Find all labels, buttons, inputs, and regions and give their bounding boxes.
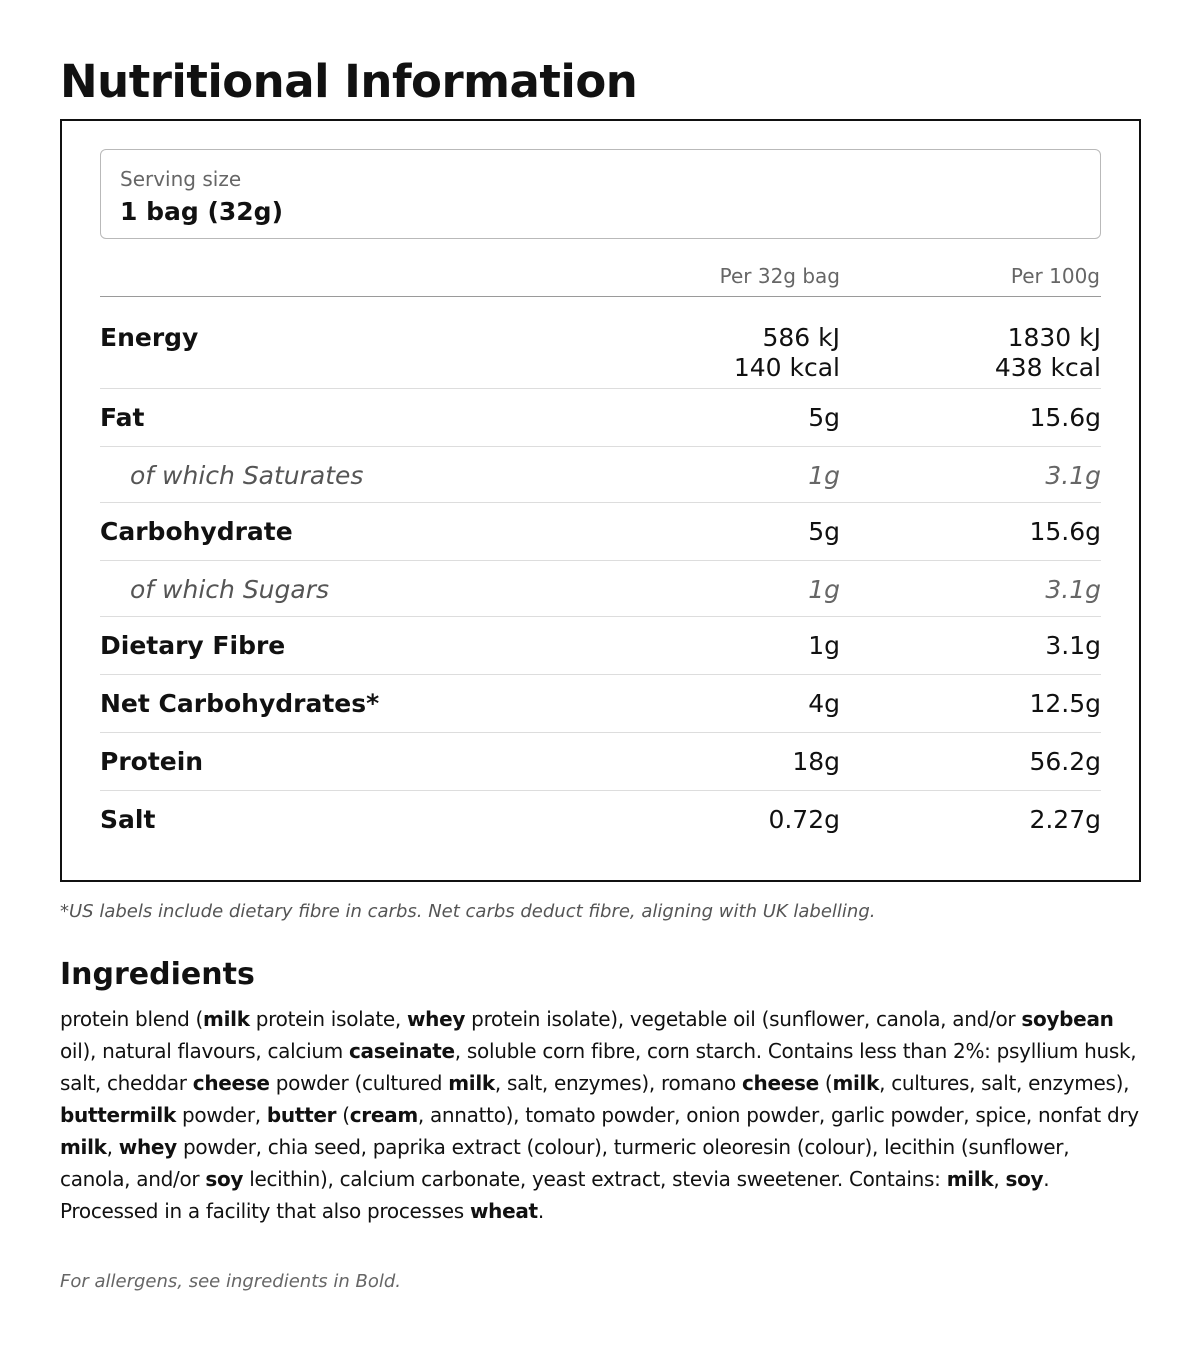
column-header-per-100g: Per 100g [1010,264,1100,288]
allergen-ingredient: cheese [192,1071,270,1095]
nutrient-value-per-bag: 5g [808,403,840,432]
ingredient-text: , [993,1167,1006,1191]
nutrient-value-per-bag: 1g [808,575,840,604]
nutrient-value-per-100g: 3.1g [1045,575,1101,604]
allergen-ingredient: cheese [741,1071,819,1095]
nutrient-row-fat [100,389,1101,447]
ingredient-text: ( [336,1103,350,1127]
nutrient-table [100,297,1101,853]
allergen-ingredient: cream [349,1103,418,1127]
nutrient-name: Net Carbohydrates* [100,689,380,718]
nutrient-value-per-100g: 15.6g [1029,517,1101,546]
ingredient-text: , annatto), tomato powder, onion powder, garlic powder, spice, nonfat dry [417,1103,1139,1127]
serving-size-label: Serving size [120,167,242,191]
column-header-per-bag: Per 32g bag [719,264,840,288]
nutrient-row-protein [100,733,1101,791]
nutrient-row-saturates [100,447,1101,503]
allergen-ingredient: butter [266,1103,337,1127]
ingredients-title: Ingredients [60,957,255,992]
ingredient-text: protein blend ( [60,1007,204,1031]
ingredient-text: , [106,1135,119,1159]
allergen-ingredient: milk [60,1135,107,1159]
ingredient-text: . [537,1199,544,1223]
allergen-ingredient: soybean [1021,1007,1114,1031]
ingredient-text: , salt, enzymes), romano [494,1071,742,1095]
nutrient-value-per-bag: 1g [808,461,840,490]
nutrient-row-dietary-fibre [100,617,1101,675]
nutrient-value-per-bag: 1g [808,631,840,660]
nutrient-row-sugars [100,561,1101,617]
allergen-ingredient: buttermilk [60,1103,176,1127]
net-carbs-footnote: *US labels include dietary fibre in carbs. Net carbs deduct fibre, aligning with UK labelling. [60,901,876,922]
ingredient-text: oil), natural flavours, calcium [60,1039,349,1063]
nutrient-value-per-100g: 3.1g [1045,631,1101,660]
nutrient-row-carbohydrate [100,503,1101,561]
ingredients-list [60,1003,1141,1227]
ingredient-text: protein isolate), vegetable oil (sunflower, canola, and/or [465,1007,1022,1031]
nutrient-value-per-100g-kcal: 438 kcal [994,353,1101,382]
nutrient-value-per-bag: 586 kJ [762,323,840,352]
nutrient-value-per-bag: 4g [808,689,840,718]
allergen-ingredient: soy [205,1167,244,1191]
allergen-ingredient: caseinate [348,1039,455,1063]
allergen-ingredient: whey [407,1007,466,1031]
nutrient-row-net-carbohydrates [100,675,1101,733]
ingredient-text: lecithin), calcium carbonate, yeast extract, stevia sweetener. Contains: [243,1167,947,1191]
ingredient-text: powder, chia seed, paprika extract (colour), turmeric oleoresin (colour), lecithin (sunflower, canola, and/or [60,1135,1070,1191]
allergen-ingredient: whey [118,1135,177,1159]
nutrient-name: Salt [100,805,156,834]
allergen-ingredient: wheat [469,1199,538,1223]
nutrient-name: Carbohydrate [100,517,293,546]
allergen-ingredient: milk [203,1007,250,1031]
allergen-note: For allergens, see ingredients in Bold. [60,1271,401,1292]
nutrient-value-per-bag-kcal: 140 kcal [733,353,840,382]
nutrient-name: Dietary Fibre [100,631,286,660]
allergen-ingredient: milk [832,1071,880,1095]
nutrient-name: Protein [100,747,204,776]
allergen-ingredient: milk [946,1167,994,1191]
serving-size-box [100,149,1101,239]
allergen-ingredient: soy [1005,1167,1044,1191]
nutrient-name: of which Sugars [130,575,330,604]
nutrient-name: of which Saturates [130,461,364,490]
nutrient-value-per-100g: 3.1g [1045,461,1101,490]
ingredient-text: . Processed in a facility that also processes [60,1167,1050,1223]
nutrition-panel [60,119,1141,882]
nutrient-name: Energy [100,323,199,352]
nutrient-value-per-100g: 12.5g [1029,689,1101,718]
serving-size-value: 1 bag (32g) [120,197,284,226]
ingredient-text: powder, [175,1103,267,1127]
nutrient-row-salt [100,791,1101,853]
nutrient-value-per-bag: 5g [808,517,840,546]
nutrient-value-per-100g: 1830 kJ [1007,323,1101,352]
nutrient-value-per-bag: 18g [792,747,840,776]
ingredient-text: ( [818,1071,833,1095]
ingredient-text: powder (cultured [269,1071,449,1095]
nutrient-value-per-100g: 56.2g [1029,747,1101,776]
nutrient-value-per-bag: 0.72g [768,805,840,834]
allergen-ingredient: milk [448,1071,495,1095]
ingredient-text: , cultures, salt, enzymes), [879,1071,1130,1095]
page-title: Nutritional Information [60,55,638,108]
nutrient-name: Fat [100,403,145,432]
ingredient-text: , soluble corn fibre, corn starch. Contains less than 2%: psyllium husk, salt, cheddar [60,1039,1137,1095]
nutrient-row-energy [100,297,1101,389]
nutrient-value-per-100g: 15.6g [1029,403,1101,432]
nutrient-value-per-100g: 2.27g [1029,805,1101,834]
ingredient-text: protein isolate, [249,1007,407,1031]
